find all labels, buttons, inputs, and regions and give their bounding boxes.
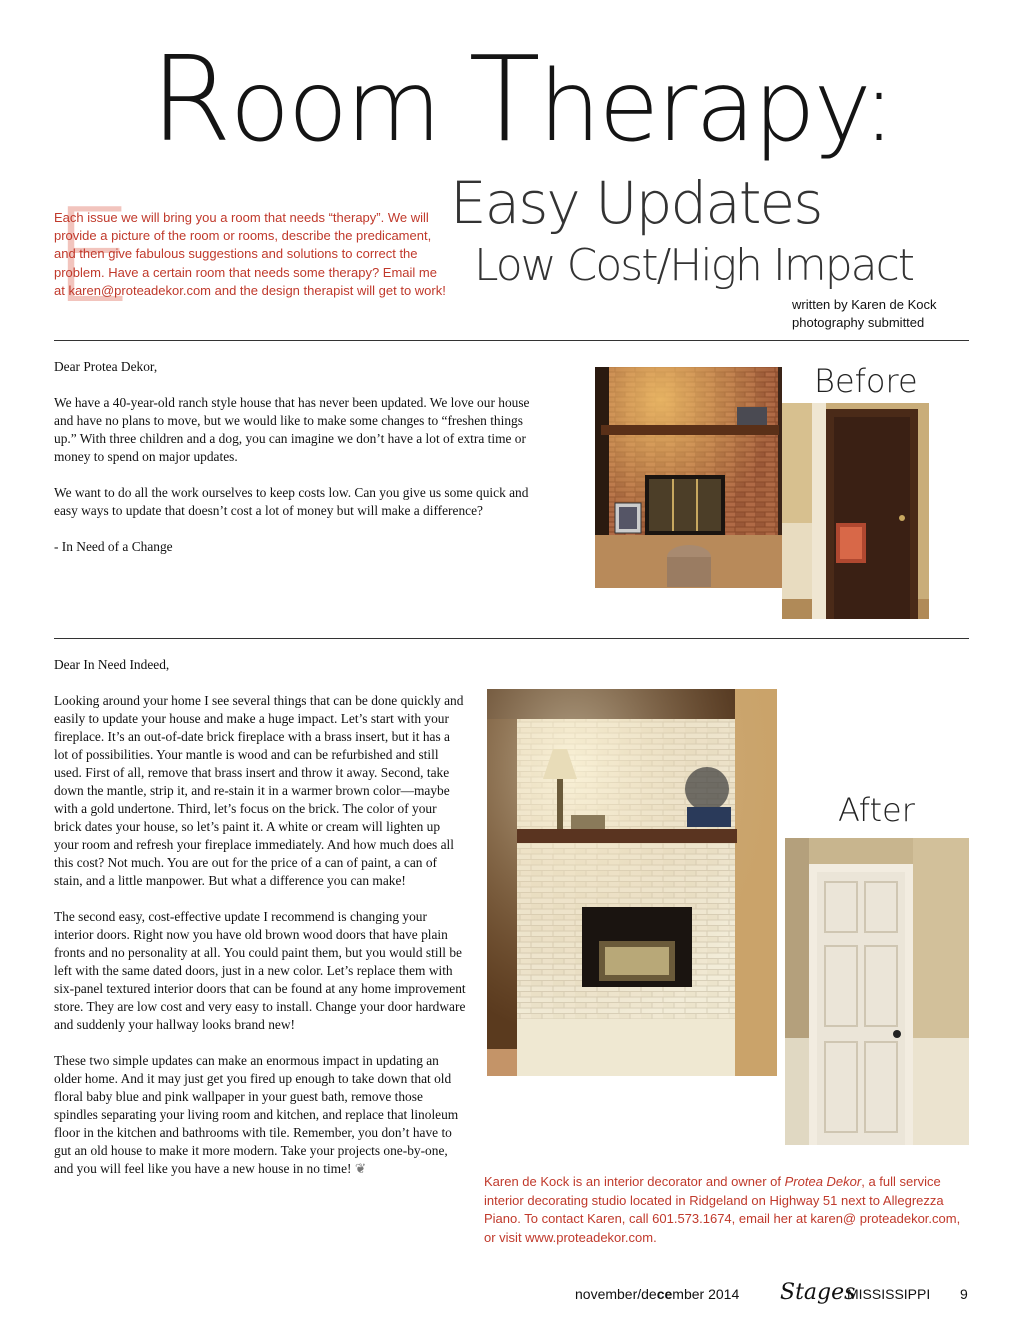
letter-paragraph: We want to do all the work ourselves to keep costs low. Can you give us some quick and easy ways to update that doesn’t cost a lot of money but will make a difference? xyxy=(54,485,529,518)
reply-paragraph: The second easy, cost-effective update I recommend is changing your interior doors. Right now you have old brown wood doors that have plain fronts and no personality at all. You could paint them, but you would still be left with the same dated doors, just in a new color. Let’s replace them with six-panel textured interior doors that can be found at any home improvement store. They are low cost and very easy to install. Change your door hardware and suddenly your hallway looks brand new! xyxy=(54,909,466,1032)
after-door-photo xyxy=(785,838,969,1145)
page-title: Room Therapy: xyxy=(150,30,894,168)
byline-author: written by Karen de Kock xyxy=(792,297,937,312)
before-label: Before xyxy=(814,362,918,400)
issue-date-part: ce xyxy=(656,1286,673,1302)
letter-paragraph: We have a 40-year-old ranch style house that has never been updated. We love our house and have no plans to move, but we would like to make some changes to “freshen things up.” With three children and a dog, you can imagine we don’t have a lot of extra time or money to spend on major updates. xyxy=(54,395,530,464)
before-fireplace-photo xyxy=(595,367,782,588)
designer-reply xyxy=(54,656,466,1196)
after-fireplace-photo xyxy=(487,689,777,1076)
fleur-de-lis-icon: ❦ xyxy=(354,1161,367,1176)
reply-paragraph-text: These two simple updates can make an enormous impact in updating an older home. And it may just get you fired up enough to take down that old floral baby blue and pink wallpaper in your guest bath, remove those spindles separating your living room and kitchen, and replace that linoleum floor in the kitchen and bathrooms with tile. Remember, you don’t have to gut an old house to make it more modern. Take your projects one-by-one, and you will feel like you have a new house in no time! xyxy=(54,1053,459,1176)
reply-paragraph xyxy=(54,1052,466,1178)
before-door-photo xyxy=(782,403,929,619)
reader-letter xyxy=(54,358,534,574)
reply-salutation: Dear In Need Indeed, xyxy=(54,657,170,672)
byline-photo: photography submitted xyxy=(792,315,925,330)
subtitle: Easy Updates xyxy=(450,169,822,237)
magazine-logo: Stages xyxy=(780,1280,856,1305)
divider xyxy=(54,638,969,639)
letter-signature: - In Need of a Change xyxy=(54,539,173,554)
author-bio xyxy=(484,1173,964,1247)
bio-text-contact: , a full service interior decorating studio located in Ridgeland on Highway 51 next to Allegrezza Piano. To contact Karen, call 601.573.1674, email her at karen@ proteadekor.com, or visit www.proteadekor.com. xyxy=(484,1174,961,1245)
byline xyxy=(792,296,937,332)
bio-text: Karen de Kock is an interior decorator and owner of xyxy=(484,1174,785,1189)
reply-paragraph: Looking around your home I see several things that can be done quickly and easily to update your house and make a huge impact. Let’s start with your fireplace. It’s an out-of-date brick fireplace with a brass insert, but it has a lot of possibilities. Your mantle is wood and can be refurbished and still used. First of all, remove that brass insert and throw it away. Second, take down the mantle, strip it, and re-stain it in a warmer brown color—maybe with a gold undertone. Third, let’s focus on the brick. The color of your brick dates your house, so let’s paint it. A white or cream will lighten up your room and refresh your fireplace immediately. And how much does all this cost? Not much. You are out for the price of a can of paint, a can of stain, and a little manpower. But what a difference you can make! xyxy=(54,693,464,888)
page-number: 9 xyxy=(960,1286,968,1302)
drop-cap: E xyxy=(52,180,135,332)
subtitle-secondary: Low Cost/High Impact xyxy=(474,240,914,291)
intro-text: Each issue we will bring you a room that needs “therapy”. We will provide a picture of the room or rooms, describe the predicament, and then give fabulous suggestions and solutions to correct the problem. Have a certain room that needs some therapy? Email me at karen@proteadekor.com and the design therapist will get to work! xyxy=(54,210,446,298)
magazine-state: MISSISSIPPI xyxy=(847,1286,931,1302)
letter-salutation: Dear Protea Dekor, xyxy=(54,359,158,374)
after-label: After xyxy=(838,791,915,829)
bio-company: Protea Dekor xyxy=(784,1174,862,1189)
divider xyxy=(54,340,969,341)
issue-date-part: november/de xyxy=(575,1286,657,1302)
issue-date-part: mber 2014 xyxy=(672,1286,740,1302)
issue-date xyxy=(575,1286,739,1302)
